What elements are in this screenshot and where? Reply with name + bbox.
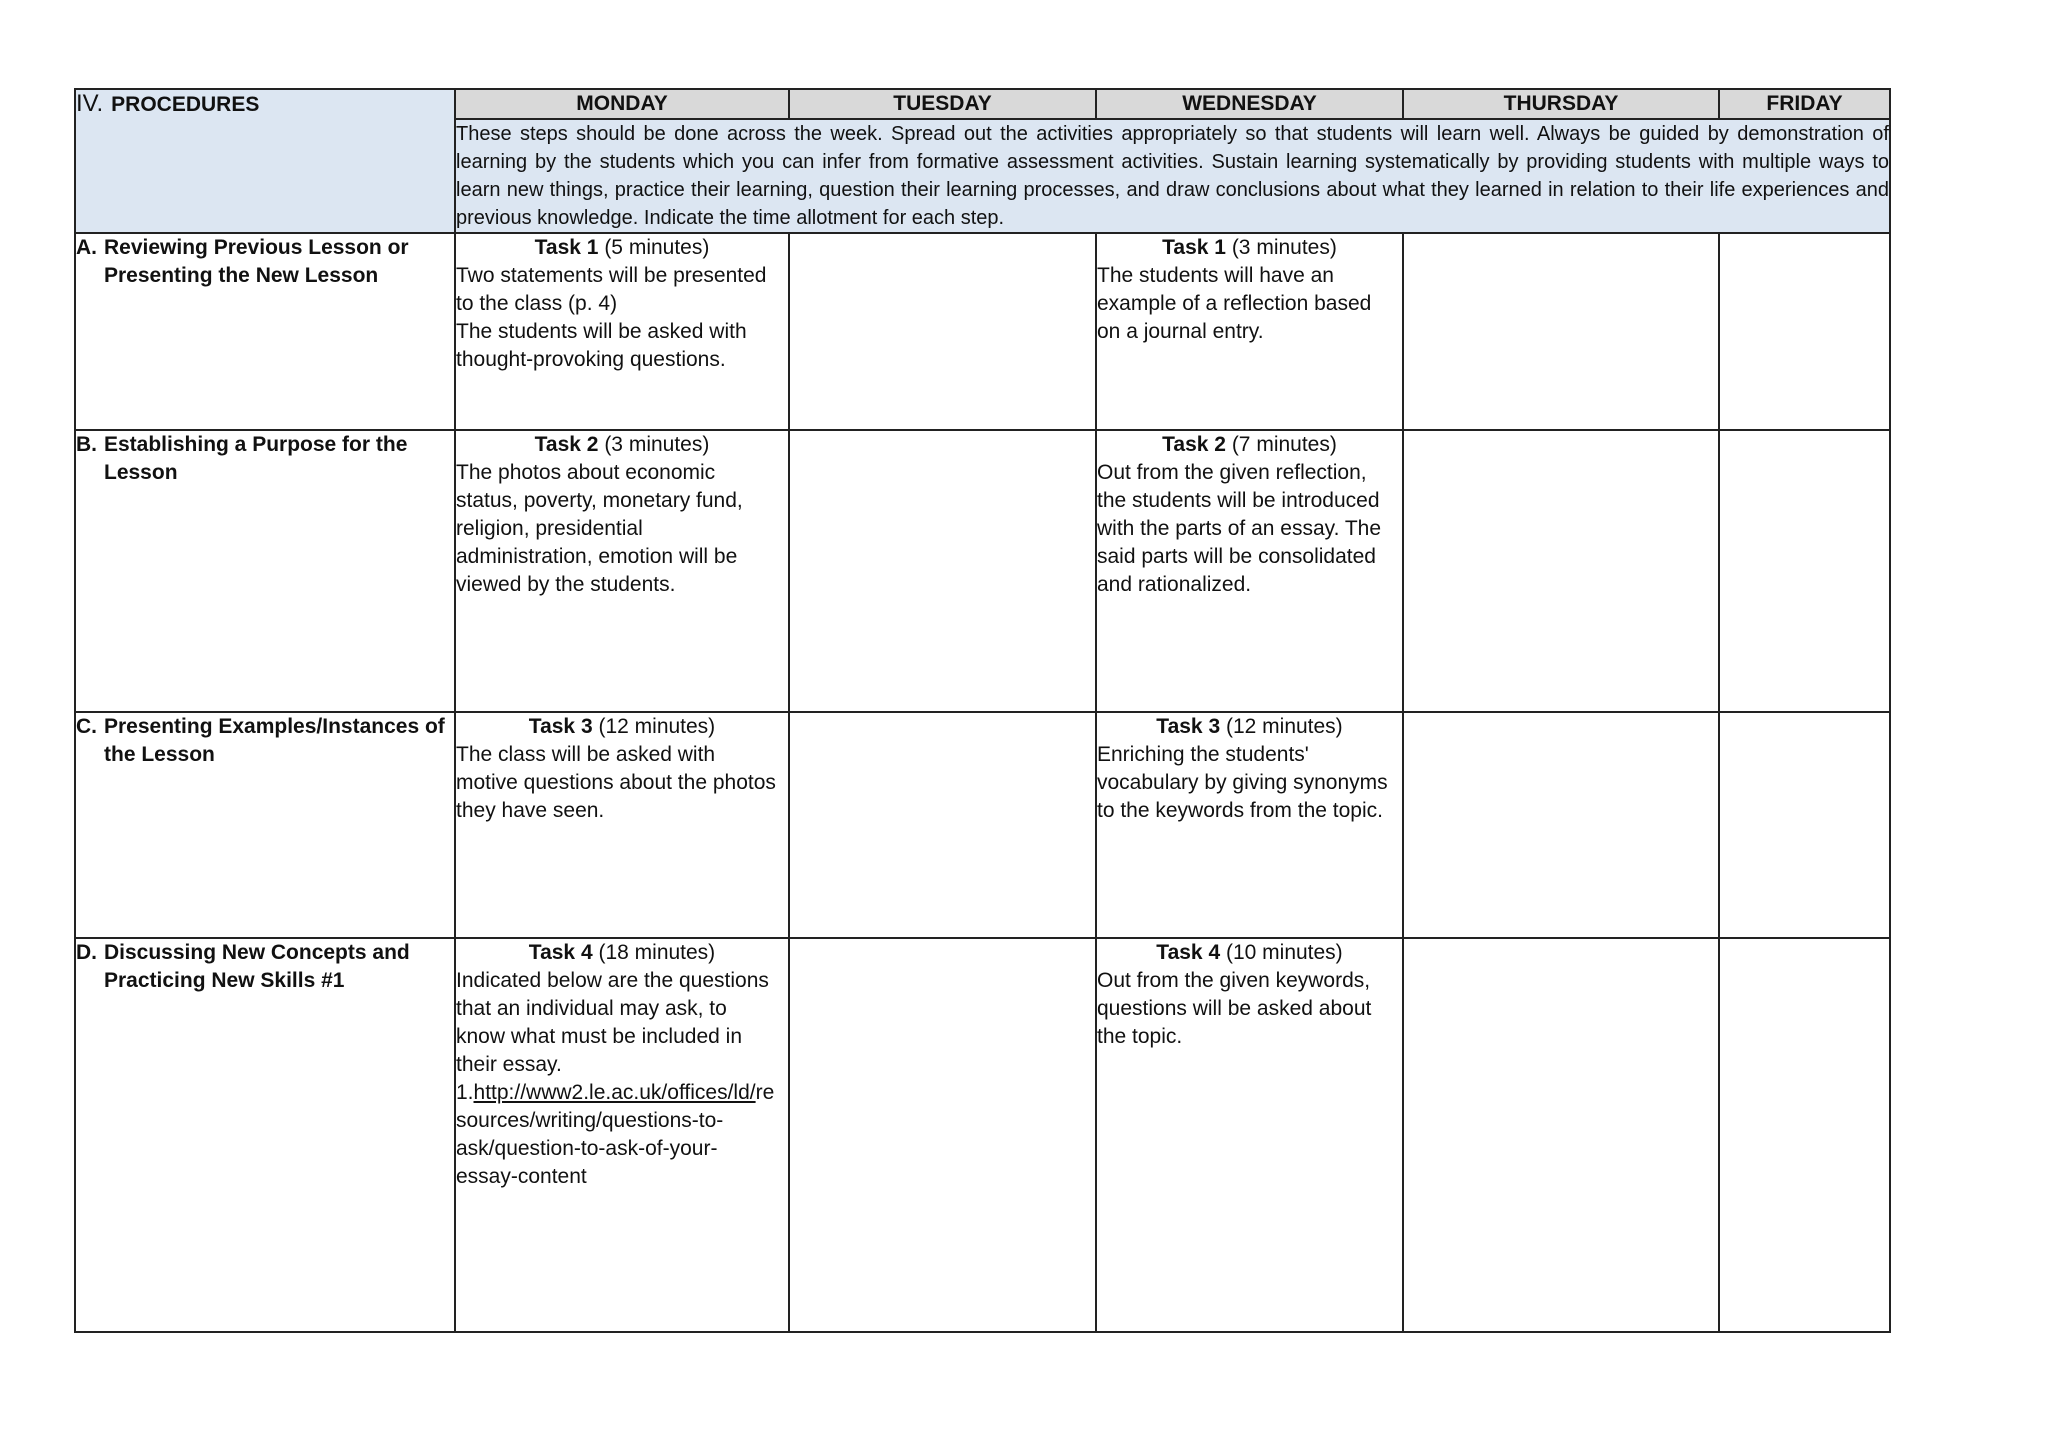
row-letter: B. bbox=[76, 433, 97, 456]
row-letter: A. bbox=[76, 236, 97, 259]
task-title: Task 1 (5 minutes) bbox=[534, 236, 710, 259]
wednesday-cell bbox=[1096, 712, 1403, 938]
task-line: and rationalized. bbox=[1097, 573, 1252, 596]
resource-link-line: 1.http://www2.le.ac.uk/offices/ld/re bbox=[456, 1081, 775, 1104]
resource-link-line: sources/writing/questions-to- bbox=[456, 1109, 724, 1132]
table-row bbox=[75, 430, 1890, 712]
monday-cell bbox=[455, 938, 789, 1332]
task-line: example of a reflection based bbox=[1097, 292, 1372, 315]
table-row bbox=[75, 233, 1890, 430]
task-line: to the keywords from the topic. bbox=[1097, 799, 1383, 822]
task-line: The students will have an bbox=[1097, 264, 1334, 287]
procedures-intro: These steps should be done across the week. Spread out the activities appropriately so that students will learn well. Always be guided by demonstration of learning by the students which you can infer from formative assessment activities. Sustain learning systematically by providing students with multiple ways to learn new things, practice their learning, question their learning processes, and draw conclusions about what they learned in relation to their life experiences and previous knowledge. Indicate the time allotment for each step. bbox=[455, 119, 1890, 233]
task-line: with the parts of an essay. The bbox=[1097, 517, 1382, 540]
wednesday-cell bbox=[1096, 233, 1403, 430]
monday-cell bbox=[455, 233, 789, 430]
section-number: IV. bbox=[76, 90, 104, 117]
thursday-cell bbox=[1403, 233, 1719, 430]
task-line: The photos about economic bbox=[456, 461, 716, 484]
task-line: The students will be asked with bbox=[456, 320, 747, 343]
resource-link[interactable]: http://www2.le.ac.uk/offices/ld/ bbox=[473, 1081, 756, 1104]
task-line: the students will be introduced bbox=[1097, 489, 1380, 512]
thursday-cell bbox=[1403, 938, 1719, 1332]
tuesday-cell bbox=[789, 938, 1096, 1332]
task-line: status, poverty, monetary fund, bbox=[456, 489, 743, 512]
task-line: Out from the given keywords, bbox=[1097, 969, 1371, 992]
day-header-friday: FRIDAY bbox=[1719, 89, 1890, 119]
row-label-text: Presenting Examples/Instances of the Lesson bbox=[104, 715, 445, 766]
row-letter: D. bbox=[76, 941, 97, 964]
task-line: on a journal entry. bbox=[1097, 320, 1264, 343]
row-letter: C. bbox=[76, 715, 97, 738]
monday-cell bbox=[455, 712, 789, 938]
task-line: Out from the given reflection, bbox=[1097, 461, 1367, 484]
task-title: Task 2 (3 minutes) bbox=[534, 433, 710, 456]
tuesday-cell bbox=[789, 430, 1096, 712]
day-header-thursday: THURSDAY bbox=[1403, 89, 1719, 119]
row-label-text: Discussing New Concepts and Practicing New Skills #1 bbox=[104, 941, 410, 992]
tuesday-cell bbox=[789, 233, 1096, 430]
wednesday-cell bbox=[1096, 938, 1403, 1332]
task-title: Task 4 (10 minutes) bbox=[1156, 941, 1343, 964]
tuesday-cell bbox=[789, 712, 1096, 938]
task-title: Task 3 (12 minutes) bbox=[528, 715, 716, 738]
task-line: know what must be included in bbox=[456, 1025, 742, 1048]
friday-cell bbox=[1719, 430, 1890, 712]
row-label bbox=[75, 233, 455, 430]
table-row bbox=[75, 938, 1890, 1332]
procedures-heading bbox=[75, 89, 455, 233]
row-label bbox=[75, 938, 455, 1332]
friday-cell bbox=[1719, 938, 1890, 1332]
thursday-cell bbox=[1403, 430, 1719, 712]
task-line: to the class (p. 4) bbox=[456, 292, 618, 315]
day-header-monday: MONDAY bbox=[455, 89, 789, 119]
row-label bbox=[75, 430, 455, 712]
task-line: the topic. bbox=[1097, 1025, 1183, 1048]
task-line: said parts will be consolidated bbox=[1097, 545, 1376, 568]
friday-cell bbox=[1719, 712, 1890, 938]
resource-link-line: ask/question-to-ask-of-your- bbox=[456, 1137, 718, 1160]
task-title: Task 1 (3 minutes) bbox=[1162, 236, 1337, 259]
table-row bbox=[75, 712, 1890, 938]
friday-cell bbox=[1719, 233, 1890, 430]
task-title: Task 4 (18 minutes) bbox=[528, 941, 716, 964]
row-label bbox=[75, 712, 455, 938]
wednesday-cell bbox=[1096, 430, 1403, 712]
task-line: religion, presidential bbox=[456, 517, 643, 540]
procedures-table bbox=[74, 88, 1891, 1333]
task-line: The class will be asked with bbox=[456, 743, 716, 766]
resource-link-line: essay-content bbox=[456, 1165, 587, 1188]
task-title: Task 3 (12 minutes) bbox=[1156, 715, 1343, 738]
table-header-row bbox=[75, 89, 1890, 119]
task-line: they have seen. bbox=[456, 799, 605, 822]
task-line: Two statements will be presented bbox=[456, 264, 767, 287]
task-line: questions will be asked about bbox=[1097, 997, 1372, 1020]
task-line: administration, emotion will be bbox=[456, 545, 738, 568]
task-line: motive questions about the photos bbox=[456, 771, 776, 794]
task-title: Task 2 (7 minutes) bbox=[1162, 433, 1337, 456]
task-line: their essay. bbox=[456, 1053, 562, 1076]
task-line: thought-provoking questions. bbox=[456, 348, 726, 371]
task-line: that an individual may ask, to bbox=[456, 997, 727, 1020]
task-line: vocabulary by giving synonyms bbox=[1097, 771, 1388, 794]
task-line: viewed by the students. bbox=[456, 573, 676, 596]
thursday-cell bbox=[1403, 712, 1719, 938]
row-label-text: Establishing a Purpose for the Lesson bbox=[104, 433, 408, 484]
section-title: PROCEDURES bbox=[111, 93, 260, 116]
day-header-wednesday: WEDNESDAY bbox=[1096, 89, 1403, 119]
task-line: Enriching the students' bbox=[1097, 743, 1309, 766]
task-line: Indicated below are the questions bbox=[456, 969, 769, 992]
monday-cell bbox=[455, 430, 789, 712]
day-header-tuesday: TUESDAY bbox=[789, 89, 1096, 119]
row-label-text: Reviewing Previous Lesson or Presenting the New Lesson bbox=[104, 236, 409, 287]
